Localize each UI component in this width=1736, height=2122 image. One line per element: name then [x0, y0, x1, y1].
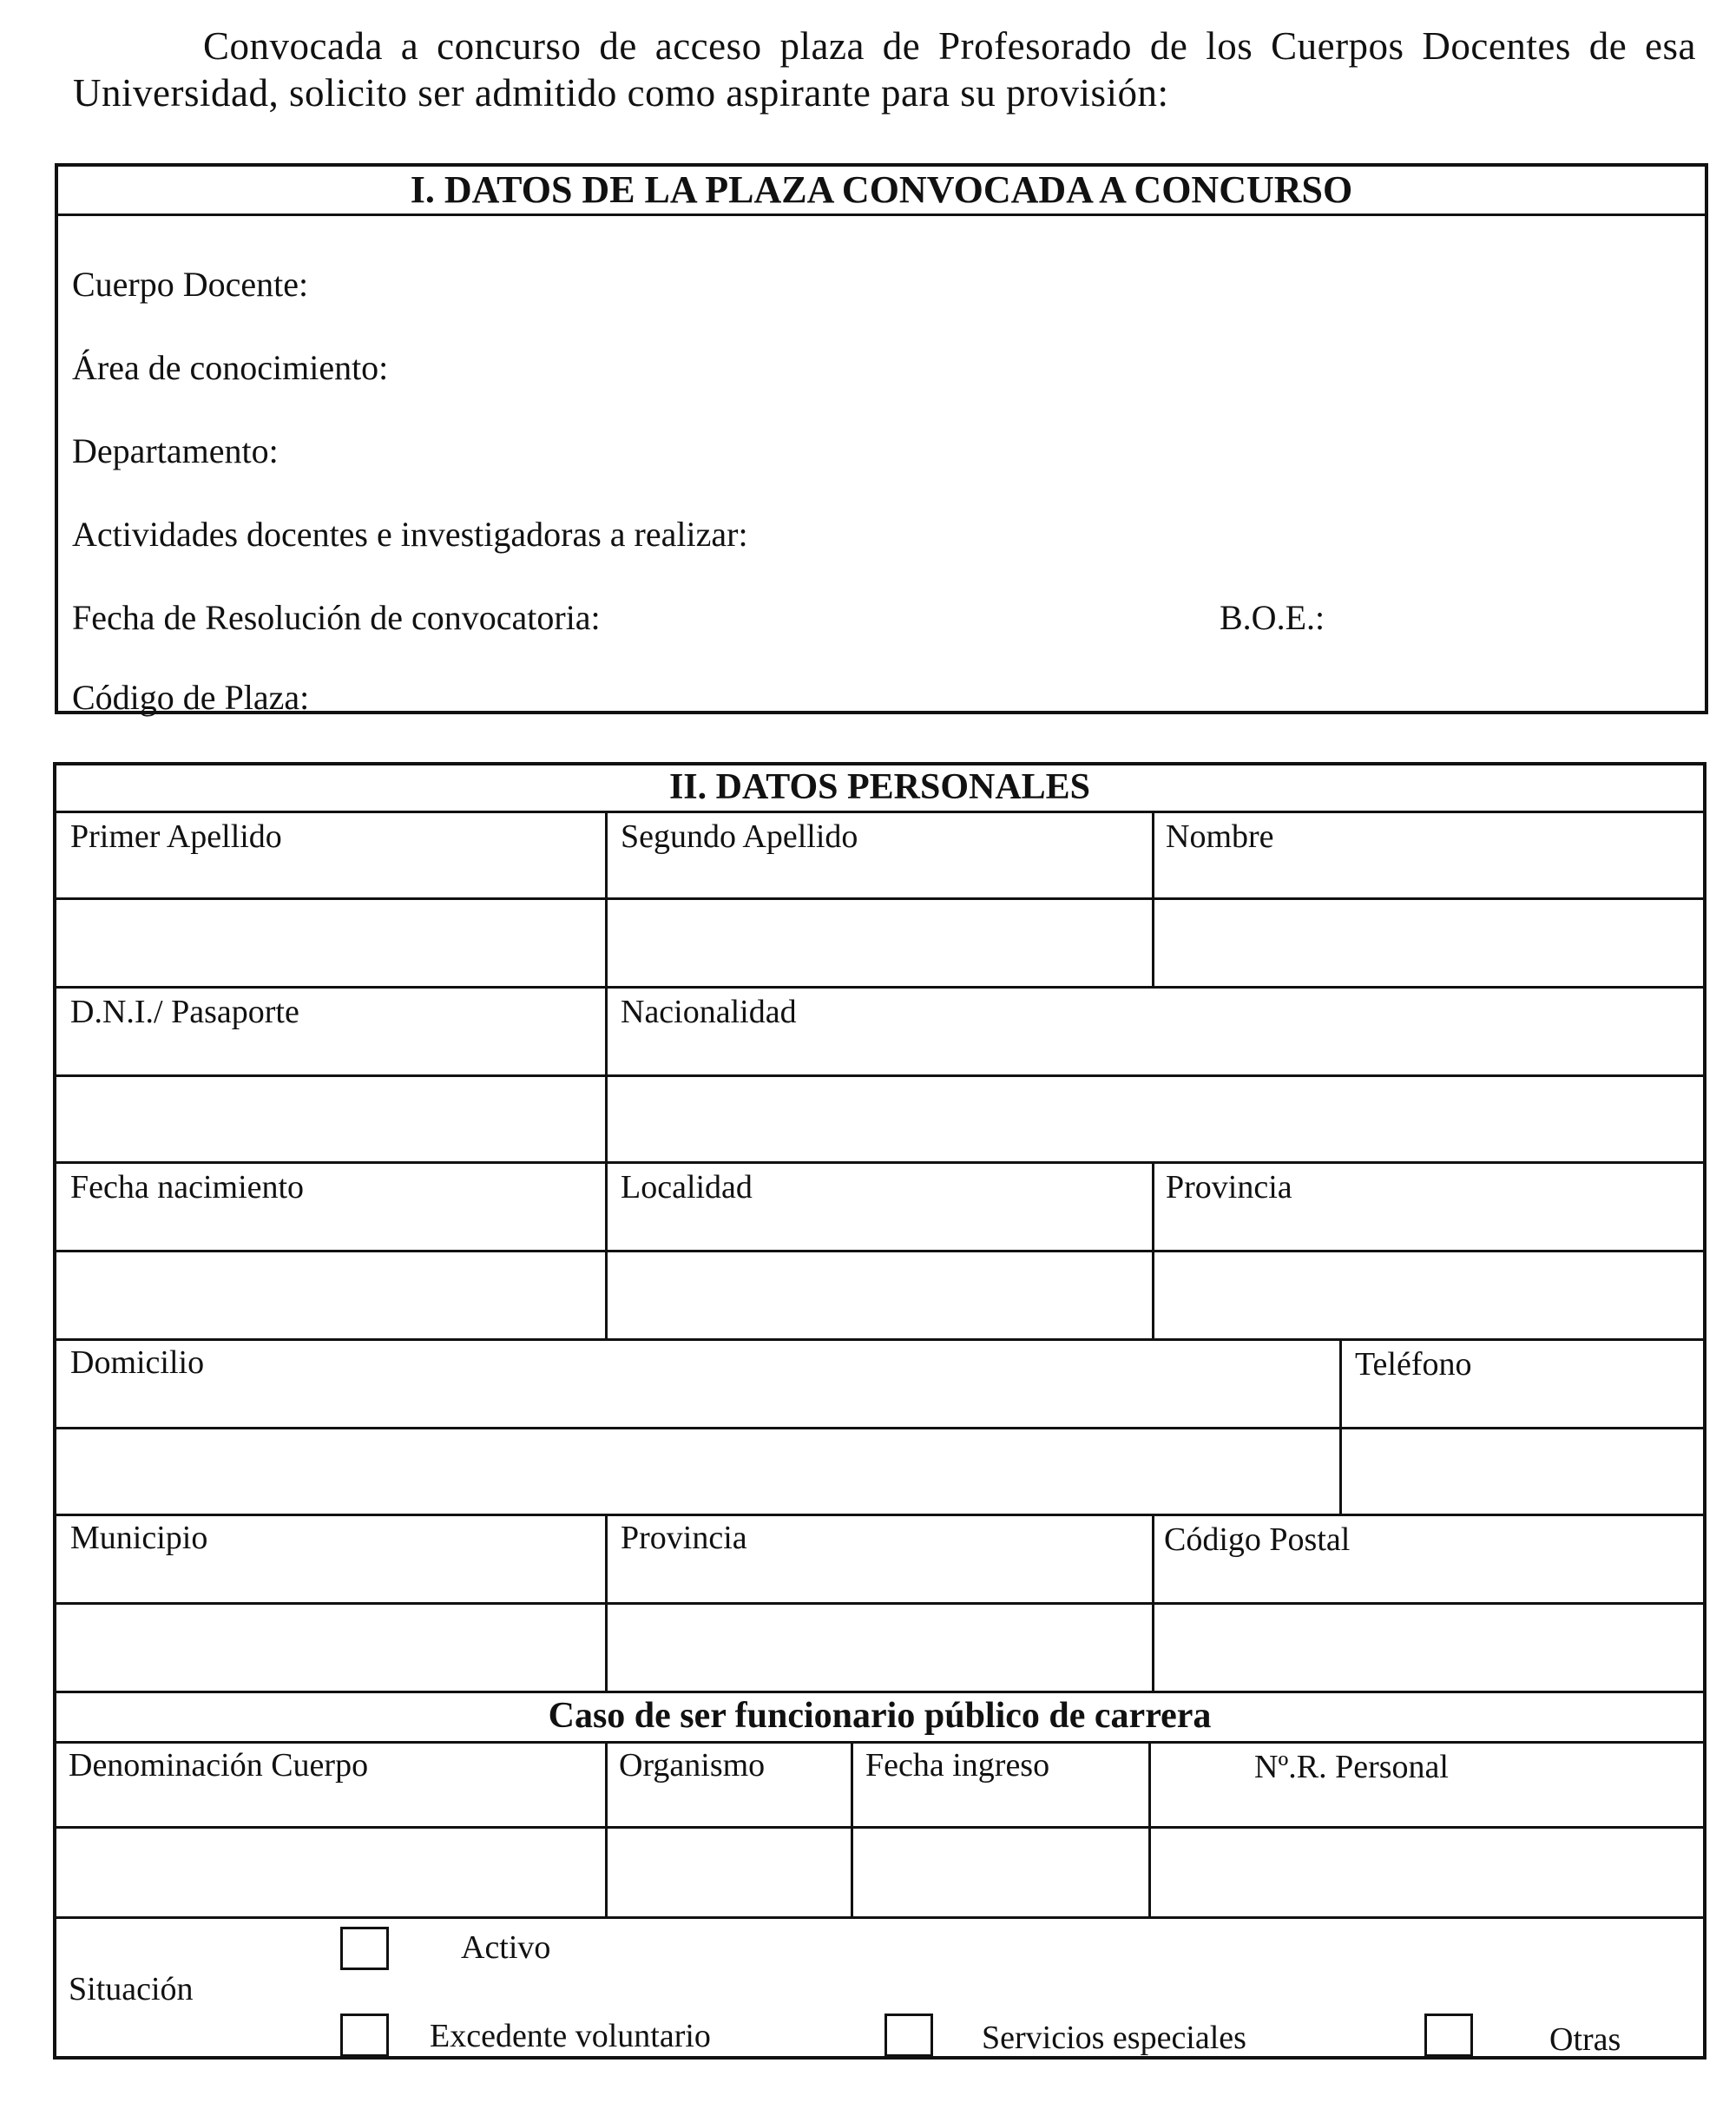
provincia-nacimiento-label: Provincia [1166, 1169, 1292, 1206]
situacion-label: Situación [69, 1971, 194, 2007]
provincia-label: Provincia [621, 1520, 747, 1556]
section-plaza-title: I. DATOS DE LA PLAZA CONVOCADA A CONCURSO [58, 167, 1705, 216]
otras-label: Otras [1549, 2021, 1621, 2058]
dni-label: D.N.I./ Pasaporte [70, 994, 299, 1030]
funcionario-title: Caso de ser funcionario público de carrera [548, 1696, 1212, 1736]
area-conocimiento-label: Área de conocimiento: [72, 348, 389, 387]
cuerpo-docente-label: Cuerpo Docente: [72, 265, 309, 304]
municipio-label: Municipio [70, 1520, 208, 1556]
section-plaza [55, 163, 1708, 717]
servicios-label: Servicios especiales [982, 2020, 1246, 2056]
otras-checkbox[interactable] [1424, 2014, 1473, 2057]
codigo-postal-label: Código Postal [1164, 1521, 1351, 1558]
activo-label: Activo [461, 1929, 551, 1966]
section-personal-title: II. DATOS PERSONALES [668, 767, 1091, 807]
fecha-nacimiento-label: Fecha nacimiento [70, 1169, 305, 1206]
excedente-checkbox[interactable] [340, 2014, 389, 2057]
organismo-label: Organismo [619, 1747, 766, 1784]
activo-checkbox[interactable] [340, 1927, 389, 1970]
codigo-plaza-label: Código de Plaza: [72, 678, 310, 717]
section-datos-personales [53, 762, 1706, 2060]
fecha-ingreso-label: Fecha ingreso [865, 1747, 1050, 1784]
nrp-label: Nº.R. Personal [1254, 1749, 1449, 1785]
domicilio-label: Domicilio [70, 1344, 205, 1381]
servicios-checkbox[interactable] [884, 2014, 933, 2057]
telefono-label: Teléfono [1355, 1346, 1472, 1383]
departamento-label: Departamento: [72, 431, 279, 470]
fecha-resolucion-label: Fecha de Resolución de convocatoria: [72, 598, 601, 637]
intro-paragraph [73, 23, 1696, 116]
actividades-label: Actividades docentes e investigadoras a realizar: [72, 515, 748, 554]
nombre-label: Nombre [1166, 818, 1274, 855]
primer-apellido-label: Primer Apellido [70, 818, 282, 855]
nacionalidad-label: Nacionalidad [621, 994, 797, 1030]
segundo-apellido-label: Segundo Apellido [621, 818, 858, 855]
intro-text: Convocada a concurso de acceso plaza de Profesorado de los Cuerpos Docentes de esa Universidad, solicito ser admitido como aspirante para su provisión: [73, 24, 1696, 115]
denominacion-cuerpo-label: Denominación Cuerpo [69, 1747, 369, 1784]
excedente-label: Excedente voluntario [430, 2018, 711, 2054]
localidad-label: Localidad [621, 1169, 753, 1206]
boe-label: B.O.E.: [1220, 598, 1325, 637]
